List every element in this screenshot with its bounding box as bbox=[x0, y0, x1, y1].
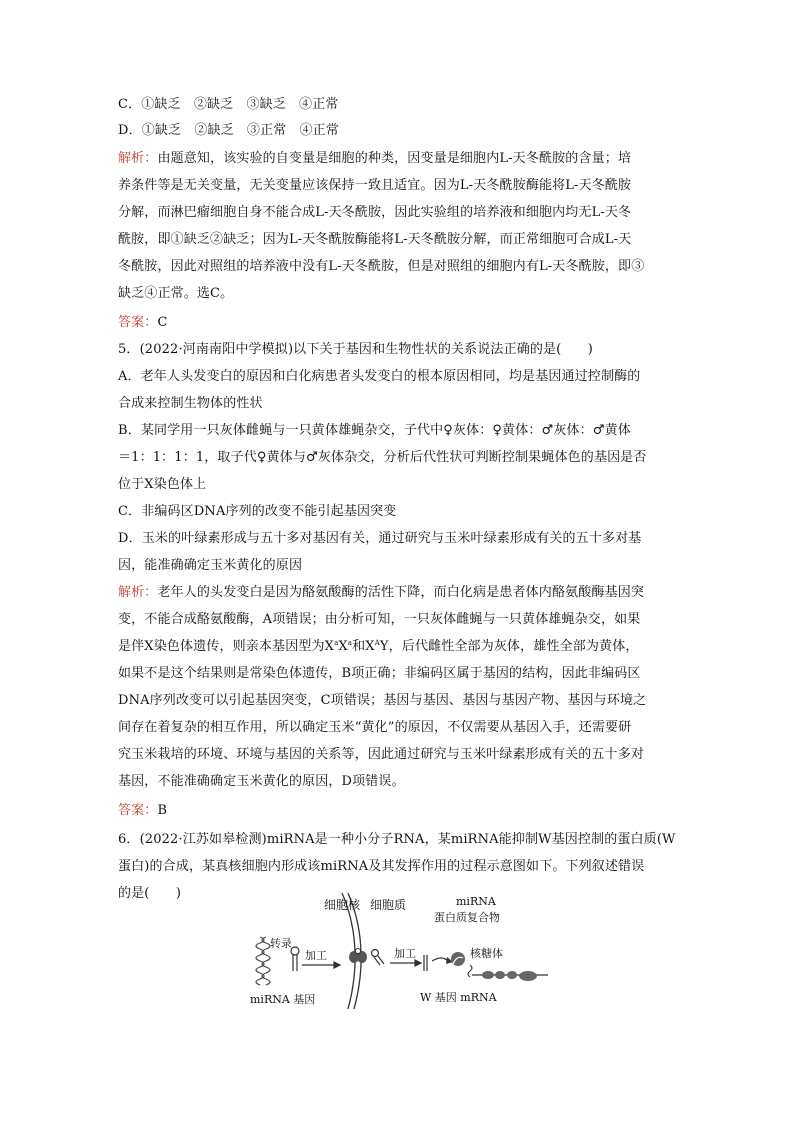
complex-label-line1: miRNA bbox=[456, 895, 496, 908]
dna-helix-icon bbox=[256, 937, 270, 985]
option-a-q5-line2: 合成来控制生物体的性状 bbox=[118, 396, 263, 411]
answer-label: 答案： bbox=[118, 315, 158, 330]
question-6-line3: 的是( ) bbox=[118, 886, 182, 901]
option-d-q5-line1: D．玉米的叶绿素形成与五十多对基因有关，通过研究与玉米叶绿素形成有关的五十多对基 bbox=[118, 531, 642, 546]
mirna-protein-complex-icon bbox=[451, 952, 465, 966]
answer-q5 bbox=[118, 798, 167, 824]
mirna-gene-label: miRNA 基因 bbox=[250, 993, 316, 1006]
ribosome-icon bbox=[468, 965, 548, 981]
option-a-q5-line1: A．老年人头发变白的原因和白化病患者头发变白的根本原因相同，均是基因通过控制酶的 bbox=[118, 369, 641, 384]
analysis-q4-line5: 冬酰胺，因此对照组的培养液中没有L-天冬酰胺，但是对照组的细胞内有L-天冬酰胺，即③ bbox=[118, 259, 645, 274]
processing-arrow-1 bbox=[302, 962, 340, 968]
analysis-q5-line3: 是伴X染色体遗传，则亲本基因型为$X^aX^a$和$X^AY$，后代雌性全部为灰体，雄性全部为黄体， bbox=[118, 639, 639, 654]
pre-mirna-hairpin-icon bbox=[372, 950, 385, 966]
answer-label: 答案： bbox=[118, 803, 158, 818]
nucleus-label: 细胞核 bbox=[324, 898, 361, 912]
analysis-label: 解析： bbox=[118, 585, 158, 600]
processing-label-2: 加工 bbox=[394, 947, 416, 960]
nuclear-pore-icon bbox=[349, 949, 367, 964]
option-b-q5-line1: B．某同学用一只灰体雌蝇与一只黄体雄蝇杂交，子代中♀灰体：♀黄体：♂灰体：♂黄体 bbox=[118, 423, 631, 438]
analysis-q4-line3: 分解，而淋巴瘤细胞自身不能合成L-天冬酰胺，因此实验组的培养液和细胞内均无L-天冬 bbox=[118, 205, 632, 220]
analysis-q4-line4: 酰胺，即①缺乏②缺乏；因为L-天冬酰胺酶能将L-天冬酰胺分解，而正常细胞可合成L-天 bbox=[118, 232, 632, 247]
analysis-text: 老年人的头发变白是因为酪氨酸酶的活性下降，而白化病是患者体内酪氨酸酶基因突 bbox=[157, 585, 645, 600]
option-b-q5-line3: 位于X染色体上 bbox=[118, 477, 207, 492]
analysis-q4-line6: 缺乏④正常。选C。 bbox=[118, 286, 234, 301]
question-6-line1: 6．(2022·江苏如皋检测)miRNA是一种小分子RNA，某miRNA能抑制W基因控制的蛋白质(W bbox=[118, 832, 676, 847]
option-c-q5: C．非编码区DNA序列的改变不能引起基因突变 bbox=[118, 504, 397, 519]
ribosome-label: 核糖体 bbox=[470, 947, 503, 960]
analysis-q5-line8: 基因，不能准确确定玉米黄化的原因，D项错误。 bbox=[118, 774, 405, 789]
answer-value: C bbox=[157, 315, 168, 330]
analysis-q4-line1 bbox=[118, 146, 631, 172]
cytoplasm-label: 细胞质 bbox=[370, 898, 407, 912]
complex-label-line2: 蛋白质复合物 bbox=[434, 911, 500, 924]
analysis-q5-line4: 如果不是这个结果则是常染色体遗传，B项正确；非编码区属于基因的结构，因此非编码区 bbox=[118, 666, 641, 681]
complex-arrow bbox=[432, 957, 453, 964]
answer-q4 bbox=[118, 310, 168, 336]
analysis-q4-line2: 养条件等是无关变量，无关变量应该保持一致且适宜。因为L-天冬酰胺酶能将L-天冬酰胺 bbox=[118, 178, 632, 193]
analysis-text: 由题意知，该实验的自变量是细胞的种类，因变量是细胞内L-天冬酰胺的含量；培 bbox=[157, 151, 632, 166]
analysis-label: 解析： bbox=[118, 151, 158, 166]
question-5-stem: 5．(2022·河南南阳中学模拟)以下关于基因和生物性状的关系说法正确的是( ) bbox=[118, 342, 593, 357]
option-d-q4: D．①缺乏 ②缺乏 ③正常 ④正常 bbox=[118, 123, 339, 138]
option-b-q5-line2: ＝1：1：1：1，取子代♀黄体与♂灰体杂交，分析后代性状可判断控制果蝇体色的基因是否 bbox=[118, 450, 647, 465]
analysis-q5-line7: 究玉米栽培的环境、环境与基因的关系等，因此通过研究与玉米叶绿素形成有关的五十多对 bbox=[118, 747, 645, 762]
analysis-q5-line1 bbox=[118, 580, 644, 606]
option-d-q5-line2: 因，能准确确定玉米黄化的原因 bbox=[118, 558, 303, 573]
analysis-q5-line6: 间存在着复杂的相互作用，所以确定玉米“黄化”的原因，不仅需要从基因入手，还需要研 bbox=[118, 720, 632, 735]
question-6-line2: 蛋白)的合成，某真核细胞内形成该miRNA及其发挥作用的过程示意图如下。下列叙述错误 bbox=[118, 859, 645, 874]
analysis-q5-line5: DNA序列改变可以引起基因突变，C项错误；基因与基因、基因与基因产物、基因与环境之 bbox=[118, 693, 647, 708]
transcription-label: 转录 bbox=[270, 937, 292, 950]
answer-value: B bbox=[157, 803, 168, 818]
mirna-process-diagram bbox=[244, 885, 574, 1010]
primary-mirna-hairpin-icon bbox=[291, 947, 299, 971]
analysis-q5-line2: 变，不能合成酪氨酸酶，A项错误；由分析可知，一只灰体雌蝇与一只黄体雄蝇杂交，如果 bbox=[118, 612, 641, 627]
w-mrna-label: W 基因 mRNA bbox=[420, 991, 497, 1004]
option-c-q4: C．①缺乏 ②缺乏 ③缺乏 ④正常 bbox=[118, 97, 339, 112]
processing-label-1: 加工 bbox=[305, 949, 327, 962]
